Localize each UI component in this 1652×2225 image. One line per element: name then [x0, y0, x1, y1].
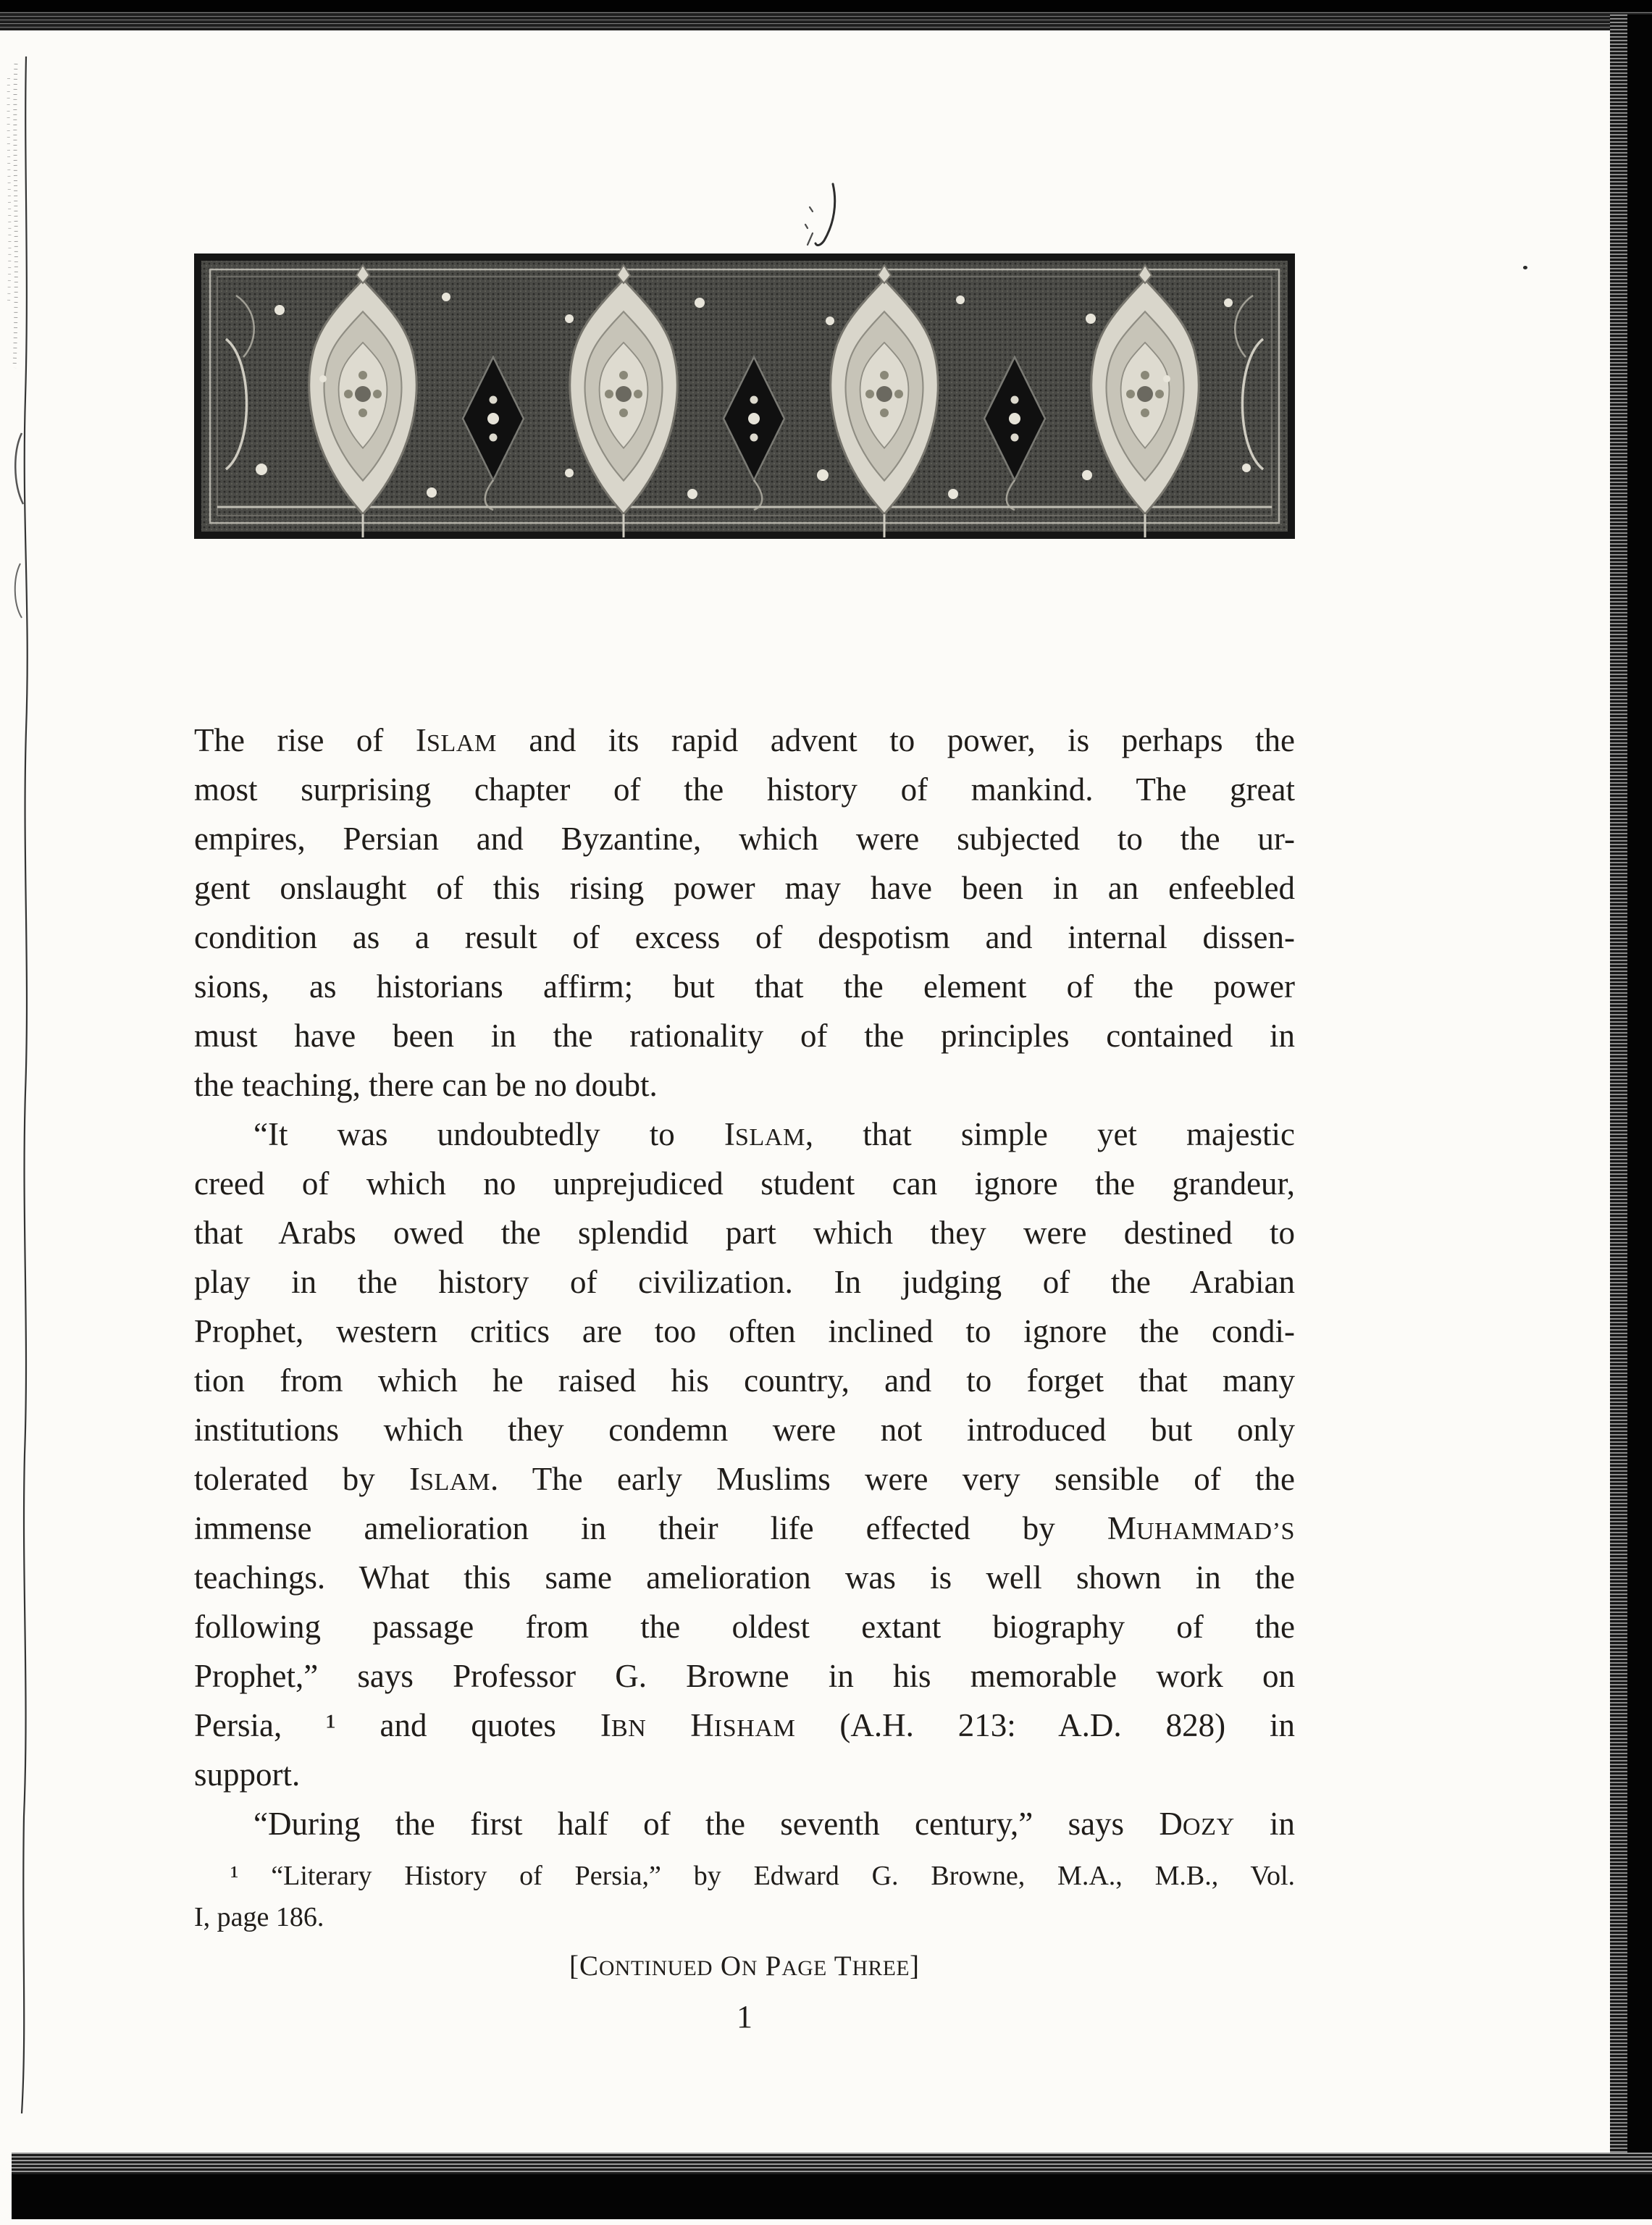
scan-speck — [1523, 266, 1527, 269]
text-line: empires, Persian and Byzantine, which were subjected to the ur- — [194, 821, 1295, 857]
text-line: following passage from the oldest extant biography of the — [194, 1609, 1295, 1645]
paragraph — [194, 716, 1295, 1110]
text-line: Prophet, western critics are too often inclined to ignore the condi- — [194, 1313, 1295, 1349]
text-line: immense amelioration in their life effected by MUHAMMAD’S — [194, 1510, 1295, 1546]
continuation-notice: [CONTINUED ON PAGE THREE] — [569, 1950, 920, 1982]
text-line: I, page 186. — [194, 1902, 324, 1932]
text-line: condition as a result of excess of despotism and internal dissen- — [194, 919, 1295, 955]
text-line: “During the first half of the seventh century,” says DOZY in — [253, 1806, 1295, 1842]
text-line: tion from which he raised his country, and to forget that many — [194, 1362, 1295, 1399]
text-line: must have been in the rationality of the principles contained in — [194, 1018, 1295, 1054]
text-line: gent onslaught of this rising power may have been in an enfeebled — [194, 870, 1295, 906]
footnote — [194, 1856, 1295, 1938]
text-line: ¹ “Literary History of Persia,” by Edward G. Browne, M.A., M.B., Vol. — [230, 1861, 1295, 1891]
text-line: most surprising chapter of the history of mankind. The great — [194, 771, 1295, 808]
text-line: Prophet,” says Professor G. Browne in his memorable work on — [194, 1658, 1295, 1694]
text-line: “It was undoubtedly to ISLAM, that simple yet majestic — [253, 1116, 1295, 1152]
top-edge-shadow — [0, 0, 1652, 30]
ornament-header-image — [193, 252, 1296, 540]
body-paragraphs — [194, 716, 1295, 1848]
text-line: Persia, ¹ and quotes IBN HISHAM (A.H. 213: A.D. 828) in — [194, 1707, 1295, 1743]
text-line: creed of which no unprejudiced student can ignore the grandeur, — [194, 1165, 1295, 1202]
body-text — [194, 716, 1295, 2035]
pen-mark — [795, 178, 847, 251]
text-line: institutions which they condemn were not introduced but only — [194, 1412, 1295, 1448]
paragraph — [194, 1110, 1295, 1799]
text-line: tolerated by ISLAM. The early Muslims were very sensible of the — [194, 1461, 1295, 1497]
text-line: support. — [194, 1756, 301, 1793]
text-line: sions, as historians affirm; but that the element of the power — [194, 968, 1295, 1005]
text-line: that Arabs owed the splendid part which they were destined to — [194, 1215, 1295, 1251]
paragraph — [194, 1856, 1295, 1938]
left-page-edge-line — [0, 56, 43, 2113]
paragraph — [194, 1799, 1295, 1848]
page-number: 1 — [737, 1999, 752, 2035]
text-line: The rise of ISLAM and its rapid advent to power, is perhaps the — [194, 722, 1295, 758]
text-line: teachings. What this same amelioration was is well shown in the — [194, 1559, 1295, 1596]
bottom-edge-shadow — [12, 2153, 1652, 2219]
text-line: the teaching, there can be no doubt. — [194, 1067, 658, 1103]
right-edge-shadow — [1610, 14, 1652, 2218]
text-line: play in the history of civilization. In judging of the Arabian — [194, 1264, 1295, 1300]
